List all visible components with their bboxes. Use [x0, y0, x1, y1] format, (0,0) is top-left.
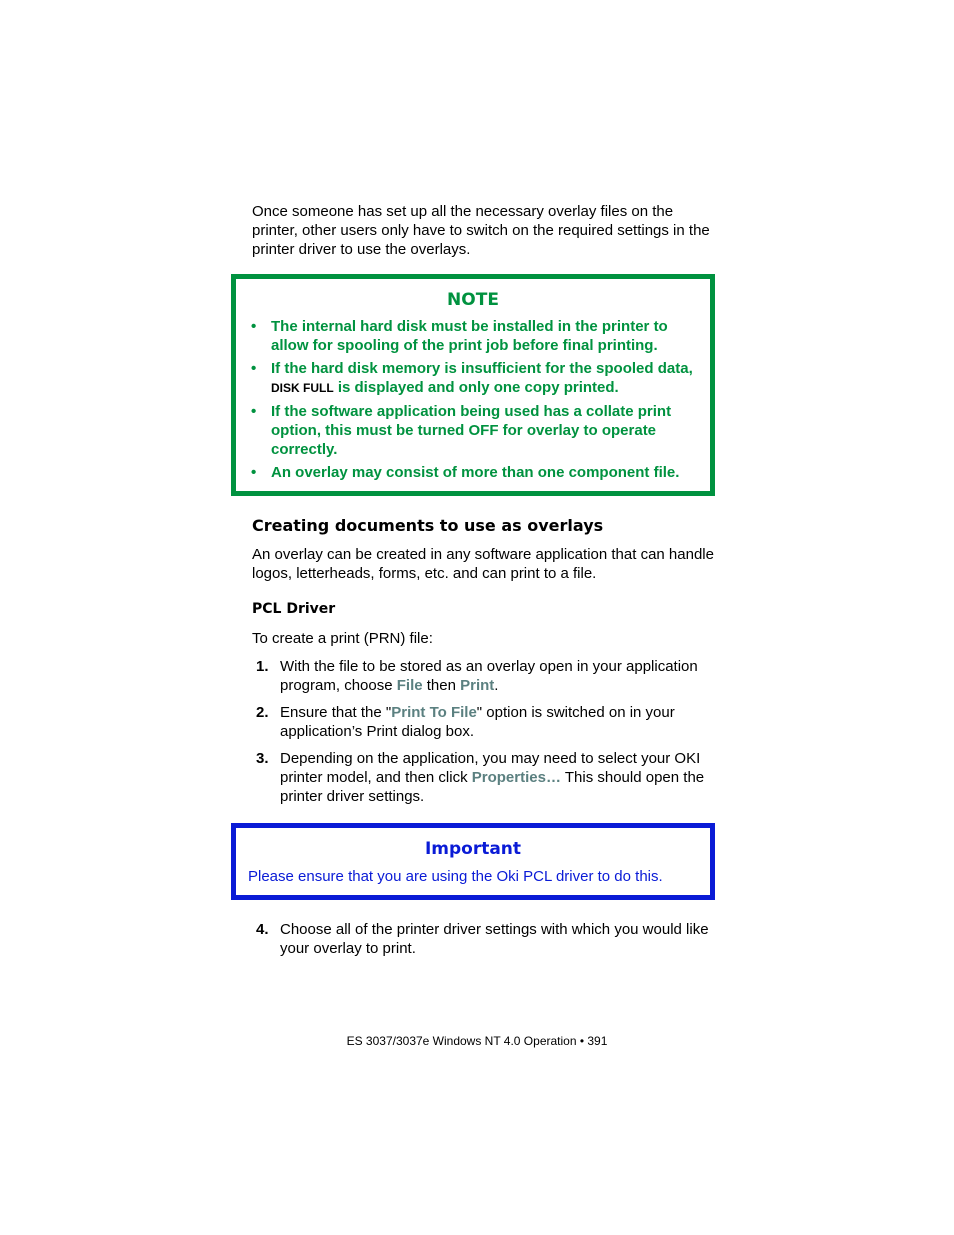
steps-list-continued	[252, 920, 722, 966]
step-item: 2. Ensure that the "Print To File" option is switched on in your application’s Print dialog box.	[256, 704, 675, 740]
bullet-icon: •	[251, 403, 257, 420]
steps-list	[252, 657, 722, 814]
intro-paragraph: Once someone has set up all the necessary overlay files on the printer, other users only have to switch on the required settings in the printer driver to use the overlays.	[252, 203, 710, 258]
important-text: Please ensure that you are using the Oki PCL driver to do this.	[248, 868, 663, 885]
section-paragraph: An overlay can be created in any software application that can handle logos, letterheads, forms, etc. and can print to a file.	[252, 546, 714, 582]
step-number: 3.	[256, 750, 269, 767]
note-item: • The internal hard disk must be installed in the printer to allow for spooling of the print job before final printing.	[251, 318, 668, 354]
step-item: 1. With the file to be stored as an overlay open in your application program, choose File then Print.	[256, 658, 698, 694]
step-number: 2.	[256, 704, 269, 721]
step-item: 3. Depending on the application, you may need to select your OKI printer model, and then click Properties… This should open the printer driver settings.	[256, 750, 705, 805]
ui-term-properties: Properties…	[471, 769, 561, 786]
note-item: • An overlay may consist of more than one component file.	[251, 464, 680, 481]
ui-term-file: File	[396, 677, 423, 694]
disk-full-message: DISK FULL	[271, 381, 334, 395]
step-item: 4. Choose all of the printer driver settings with which you would like your overlay to print.	[256, 921, 709, 957]
note-list	[247, 317, 707, 486]
lead-paragraph: To create a print (PRN) file:	[252, 630, 433, 647]
bullet-icon: •	[251, 464, 257, 481]
important-title: Important	[424, 839, 522, 859]
subheading: PCL Driver	[252, 601, 336, 617]
note-box	[231, 274, 715, 496]
important-box	[231, 823, 715, 900]
step-number: 1.	[256, 658, 269, 675]
page-footer: ES 3037/3037e Windows NT 4.0 Operation • 391	[346, 1034, 608, 1048]
note-item: • If the hard disk memory is insufficient for the spooled data, DISK FULL is displayed and only one copy printed.	[251, 360, 693, 396]
bullet-icon: •	[251, 360, 257, 377]
step-number: 4.	[256, 921, 269, 938]
section-heading: Creating documents to use as overlays	[252, 516, 604, 535]
note-item: • If the software application being used has a collate print option, this must be turned OFF for overlay to operate correctly.	[251, 403, 672, 458]
note-title: NOTE	[447, 290, 499, 310]
ui-term-print: Print	[460, 677, 495, 694]
ui-term-print-to-file: Print To File	[391, 704, 477, 721]
bullet-icon: •	[251, 318, 257, 335]
